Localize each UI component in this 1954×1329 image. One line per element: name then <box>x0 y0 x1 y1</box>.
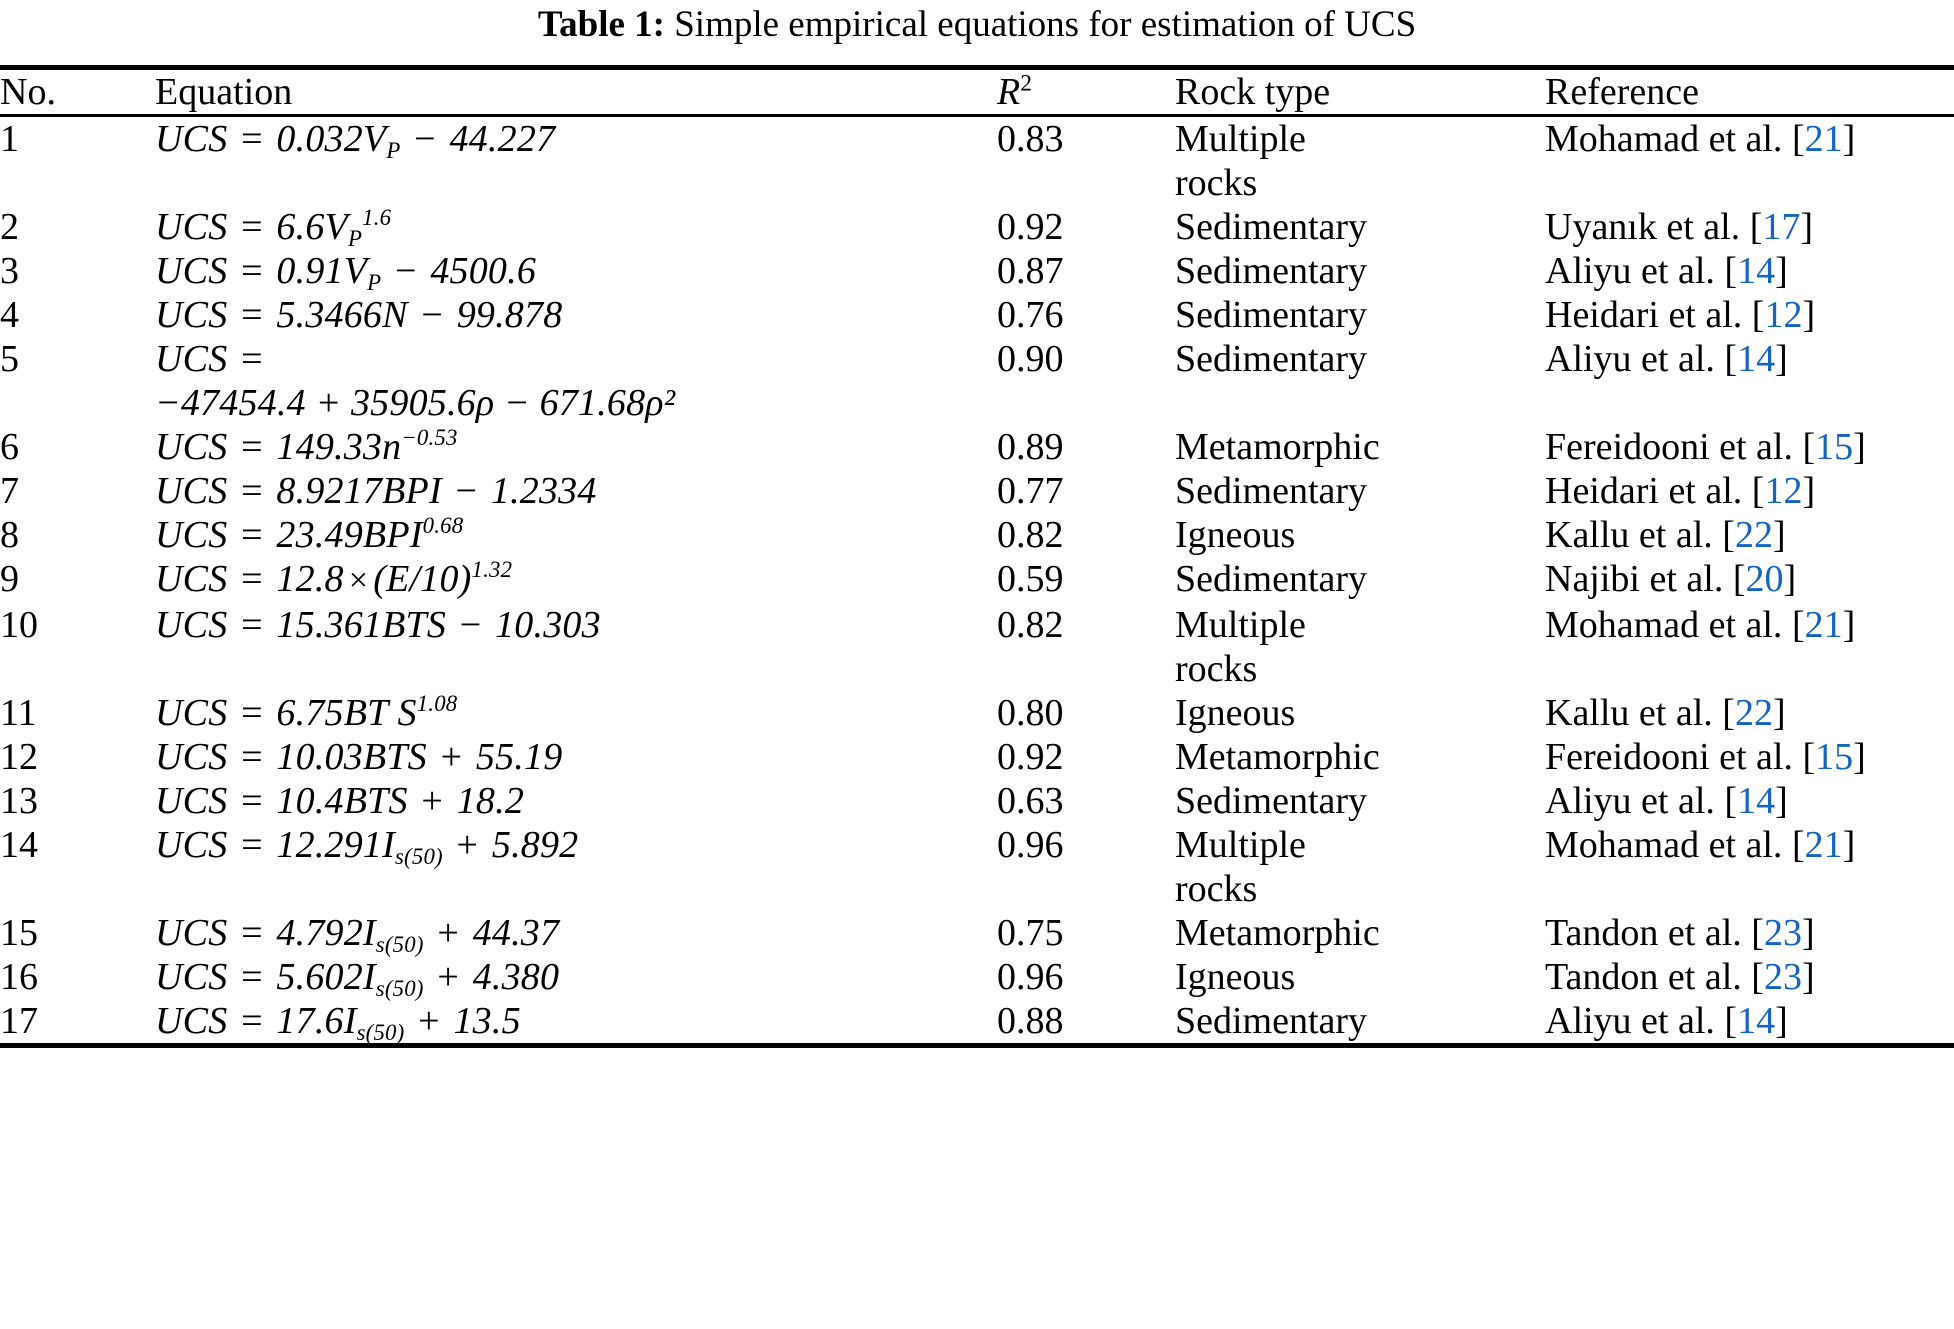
citation-bracket-close: ] <box>1775 250 1788 292</box>
cell-number: 6 <box>0 426 19 468</box>
cell-number: 8 <box>0 514 19 556</box>
citation-bracket-open: [ <box>1749 206 1763 248</box>
cell-reference <box>1545 735 1954 779</box>
cell-r-squared: 0.92 <box>997 206 1064 248</box>
cell-number: 10 <box>0 604 38 646</box>
cell-reference <box>1545 205 1954 249</box>
citation-bracket-open: [ <box>1722 692 1735 734</box>
equation-expression: UCS = 6.75BT $S^{1.08}$ <box>155 690 458 734</box>
rock-type-line-1: Sedimentary <box>1175 780 1368 822</box>
citation-bracket-close: ] <box>1842 824 1856 866</box>
cell-number: 12 <box>0 736 38 778</box>
table-body <box>0 117 1954 1043</box>
table-header <box>0 70 1954 114</box>
citation-bracket-open: [ <box>1724 338 1738 380</box>
table-row <box>0 205 1954 249</box>
reference-author: Aliyu et al. <box>1545 1000 1715 1042</box>
equation-expression: UCS = $17.6I_{s(50)} + 13.5$ <box>155 1000 521 1045</box>
cell-number: 16 <box>0 956 38 998</box>
cell-rock-type <box>1175 205 1545 249</box>
rock-type-line-1: Sedimentary <box>1175 294 1368 336</box>
citation-bracket-close: ] <box>1783 558 1797 600</box>
cell-r-squared: 0.63 <box>997 780 1064 822</box>
cell-reference <box>1545 955 1954 999</box>
citation-bracket-close: ] <box>1842 604 1856 646</box>
rock-type-line-1: Multiple <box>1175 824 1306 866</box>
citation-link[interactable]: 12 <box>1764 294 1803 336</box>
cell-number: 17 <box>0 1000 38 1042</box>
cell-reference <box>1545 557 1954 603</box>
reference-author: Kallu et al. <box>1545 692 1713 734</box>
citation-link[interactable]: 21 <box>1804 824 1843 866</box>
cell-rock-type <box>1175 249 1545 293</box>
header-row <box>0 70 1954 114</box>
citation-link[interactable]: 12 <box>1764 470 1803 512</box>
cell-rock-type <box>1175 513 1545 557</box>
citation-link[interactable]: 20 <box>1745 558 1784 600</box>
rock-type-line-1: Sedimentary <box>1175 206 1368 248</box>
cell-equation <box>155 117 995 205</box>
equation-expression: UCS = 15.361BTS − 10.303 <box>155 604 601 646</box>
equation-expression: UCS = $6.6V_P^{1.6}$ <box>155 204 392 251</box>
cell-reference <box>1545 425 1954 469</box>
reference-author: Tandon et al. <box>1545 912 1742 954</box>
citation-bracket-open: [ <box>1724 1000 1738 1042</box>
citation-link[interactable]: 17 <box>1762 206 1801 248</box>
cell-equation <box>155 955 995 999</box>
citation-link[interactable]: 15 <box>1815 736 1854 778</box>
cell-number: 5 <box>0 338 19 380</box>
rock-type-line-1: Metamorphic <box>1175 912 1380 954</box>
citation-link[interactable]: 14 <box>1737 780 1776 822</box>
citation-bracket-close: ] <box>1853 426 1866 468</box>
equation-expression: UCS = 10.03BTS + 55.19 <box>155 736 563 778</box>
table-row <box>0 955 1954 999</box>
cell-equation <box>155 337 995 425</box>
equation-expression: UCS = $12.8 \times (E/10)^{1.32}$ <box>155 556 513 600</box>
citation-link[interactable]: 14 <box>1737 1000 1776 1042</box>
rock-type-line-1: Igneous <box>1175 956 1296 998</box>
cell-r-squared: 0.82 <box>997 604 1064 646</box>
cell-reference <box>1545 999 1954 1043</box>
citation-bracket-open: [ <box>1751 294 1765 336</box>
equation-expression: UCS = $0.032V_P - 44.227$ <box>155 118 556 163</box>
equation-expression: UCS = 10.4BTS + 18.2 <box>155 780 525 822</box>
cell-number: 13 <box>0 780 38 822</box>
cell-rock-type <box>1175 337 1545 425</box>
cell-equation <box>155 735 995 779</box>
rock-type-line-1: Sedimentary <box>1175 470 1368 512</box>
table-row <box>0 999 1954 1043</box>
cell-number: 2 <box>0 206 19 248</box>
cell-r-squared: 0.96 <box>997 956 1064 998</box>
cell-r-squared: 0.92 <box>997 736 1064 778</box>
reference-author: Kallu et al. <box>1545 514 1713 556</box>
citation-link[interactable]: 21 <box>1804 118 1843 160</box>
citation-bracket-close: ] <box>1775 1000 1788 1042</box>
cell-reference <box>1545 249 1954 293</box>
citation-link[interactable]: 22 <box>1734 692 1773 734</box>
cell-equation <box>155 779 995 823</box>
cell-equation <box>155 557 995 603</box>
cell-reference <box>1545 337 1954 425</box>
rock-type-line-1: Metamorphic <box>1175 426 1380 468</box>
cell-rock-type <box>1175 823 1545 911</box>
citation-bracket-open: [ <box>1791 118 1805 160</box>
column-header-r-squared <box>995 70 1175 114</box>
cell-r-squared: 0.82 <box>997 514 1064 556</box>
equation-expression: UCS = $23.49BPI^{0.68}$ <box>155 512 464 556</box>
citation-bracket-close: ] <box>1800 206 1814 248</box>
rock-type-line-1: Multiple <box>1175 604 1306 646</box>
citation-bracket-close: ] <box>1801 912 1815 954</box>
rock-type-line-1: Sedimentary <box>1175 250 1368 292</box>
cell-rock-type <box>1175 955 1545 999</box>
citation-bracket-close: ] <box>1772 514 1786 556</box>
citation-bracket-open: [ <box>1722 514 1735 556</box>
cell-reference <box>1545 779 1954 823</box>
table-row <box>0 557 1954 603</box>
cell-equation <box>155 249 995 293</box>
rock-type-line-2: rocks <box>1175 648 1258 690</box>
table-row <box>0 293 1954 337</box>
cell-equation <box>155 999 995 1043</box>
citation-bracket-open: [ <box>1724 250 1738 292</box>
cell-equation <box>155 691 995 735</box>
citation-link[interactable]: 22 <box>1734 514 1773 556</box>
table-row <box>0 513 1954 557</box>
cell-reference <box>1545 513 1954 557</box>
equation-expression: UCS = 8.9217BPI − 1.2334 <box>155 470 597 512</box>
cell-number: 1 <box>0 118 19 160</box>
reference-author: Tandon et al. <box>1545 956 1742 998</box>
citation-bracket-close: ] <box>1775 780 1788 822</box>
equation-expression: UCS = 5.3466N − 99.878 <box>155 294 563 336</box>
cell-rock-type <box>1175 779 1545 823</box>
citation-bracket-close: ] <box>1802 294 1816 336</box>
table-row <box>0 823 1954 911</box>
column-header-reference: Reference <box>1545 71 1699 113</box>
cell-reference <box>1545 603 1954 691</box>
table-row <box>0 469 1954 513</box>
citation-link[interactable]: 23 <box>1763 956 1802 998</box>
cell-rock-type <box>1175 469 1545 513</box>
reference-author: Aliyu et al. <box>1545 338 1715 380</box>
cell-reference <box>1545 911 1954 955</box>
equation-expression: UCS = −47454.4 + 35905.6ρ − 671.68ρ² <box>155 338 995 425</box>
equation-expression: UCS = $12.291I_{s(50)} + 5.892$ <box>155 824 579 869</box>
citation-bracket-open: [ <box>1732 558 1746 600</box>
table-row <box>0 603 1954 691</box>
reference-author: Mohamad et al. <box>1545 824 1783 866</box>
cell-rock-type <box>1175 293 1545 337</box>
citation-link[interactable]: 14 <box>1737 250 1776 292</box>
equation-expression: UCS = $4.792I_{s(50)} + 44.37$ <box>155 912 560 957</box>
cell-r-squared: 0.75 <box>997 912 1064 954</box>
equation-expression: UCS = $149.33n^{-0.53}$ <box>155 424 458 468</box>
cell-reference <box>1545 293 1954 337</box>
citation-bracket-close: ] <box>1853 736 1866 778</box>
cell-rock-type <box>1175 691 1545 735</box>
reference-author: Heidari et al. <box>1545 294 1743 336</box>
reference-author: Heidari et al. <box>1545 470 1743 512</box>
equation-expression: UCS = $0.91V_P - 4500.6$ <box>155 250 537 295</box>
cell-r-squared: 0.76 <box>997 294 1064 336</box>
citation-bracket-open: [ <box>1751 956 1764 998</box>
table-row <box>0 337 1954 425</box>
cell-rock-type <box>1175 557 1545 603</box>
table-caption <box>0 0 1954 48</box>
cell-r-squared: 0.89 <box>997 426 1064 468</box>
cell-number: 3 <box>0 250 19 292</box>
table-row <box>0 425 1954 469</box>
cell-rock-type <box>1175 603 1545 691</box>
cell-r-squared: 0.87 <box>997 250 1064 292</box>
cell-number: 4 <box>0 294 19 336</box>
table-row <box>0 735 1954 779</box>
rock-type-line-1: Sedimentary <box>1175 1000 1368 1042</box>
column-header-no: No. <box>0 71 56 113</box>
cell-equation <box>155 513 995 557</box>
cell-r-squared: 0.59 <box>997 558 1064 600</box>
ucs-equations-body-table <box>0 117 1954 1043</box>
citation-bracket-close: ] <box>1801 956 1815 998</box>
reference-author: Fereidooni et al. <box>1545 426 1793 468</box>
cell-number: 9 <box>0 558 19 600</box>
citation-link[interactable]: 21 <box>1804 604 1843 646</box>
citation-bracket-close: ] <box>1772 692 1786 734</box>
cell-rock-type <box>1175 117 1545 205</box>
table-row <box>0 691 1954 735</box>
cell-equation <box>155 911 995 955</box>
cell-rock-type <box>1175 999 1545 1043</box>
citation-bracket-open: [ <box>1724 780 1738 822</box>
citation-link[interactable]: 23 <box>1763 912 1802 954</box>
table-row <box>0 117 1954 205</box>
rock-type-line-2: rocks <box>1175 162 1258 204</box>
rock-type-line-1: Sedimentary <box>1175 558 1368 600</box>
cell-number: 15 <box>0 912 38 954</box>
table-row <box>0 911 1954 955</box>
citation-bracket-open: [ <box>1791 604 1805 646</box>
caption-text: Simple empirical equations for estimation of UCS <box>674 4 1417 45</box>
table-row <box>0 249 1954 293</box>
ucs-equations-table <box>0 70 1954 114</box>
cell-equation <box>155 293 995 337</box>
cell-equation <box>155 425 995 469</box>
cell-r-squared: 0.90 <box>997 338 1064 380</box>
column-header-rock-type: Rock type <box>1175 71 1331 113</box>
citation-bracket-open: [ <box>1751 912 1764 954</box>
rock-type-line-2: rocks <box>1175 868 1258 910</box>
cell-reference <box>1545 691 1954 735</box>
cell-number: 11 <box>0 692 37 734</box>
cell-equation <box>155 603 995 691</box>
reference-author: Najibi et al. <box>1545 558 1724 600</box>
cell-rock-type <box>1175 911 1545 955</box>
citation-link[interactable]: 15 <box>1815 426 1854 468</box>
reference-author: Mohamad et al. <box>1545 118 1783 160</box>
table-row <box>0 779 1954 823</box>
rock-type-line-1: Sedimentary <box>1175 338 1368 380</box>
cell-number: 7 <box>0 470 19 512</box>
reference-author: Aliyu et al. <box>1545 250 1715 292</box>
cell-r-squared: 0.96 <box>997 824 1064 866</box>
cell-r-squared: 0.77 <box>997 470 1064 512</box>
rock-type-line-1: Metamorphic <box>1175 736 1380 778</box>
reference-author: Aliyu et al. <box>1545 780 1715 822</box>
reference-author: Mohamad et al. <box>1545 604 1783 646</box>
cell-rock-type <box>1175 735 1545 779</box>
cell-equation <box>155 205 995 249</box>
cell-equation <box>155 823 995 911</box>
reference-author: Uyanık et al. <box>1545 206 1741 248</box>
column-header-equation: Equation <box>155 71 293 113</box>
citation-bracket-close: ] <box>1775 338 1788 380</box>
citation-bracket-open: [ <box>1802 736 1816 778</box>
r-squared-exponent: 2 <box>1020 70 1032 97</box>
citation-bracket-open: [ <box>1751 470 1765 512</box>
cell-equation <box>155 469 995 513</box>
equation-expression: UCS = $5.602I_{s(50)} + 4.380$ <box>155 956 560 1001</box>
rock-type-line-1: Igneous <box>1175 692 1296 734</box>
cell-rock-type <box>1175 425 1545 469</box>
table-bottom-rule <box>0 1043 1954 1048</box>
rock-type-line-1: Igneous <box>1175 514 1296 556</box>
r-squared-base: R <box>997 71 1021 113</box>
cell-r-squared: 0.88 <box>997 1000 1064 1042</box>
citation-bracket-open: [ <box>1802 426 1816 468</box>
citation-bracket-open: [ <box>1791 824 1805 866</box>
cell-r-squared: 0.83 <box>997 118 1064 160</box>
cell-reference <box>1545 469 1954 513</box>
cell-number: 14 <box>0 824 38 866</box>
caption-label: Table 1: <box>537 4 665 45</box>
cell-reference <box>1545 823 1954 911</box>
cell-r-squared: 0.80 <box>997 692 1064 734</box>
reference-author: Fereidooni et al. <box>1545 736 1793 778</box>
citation-link[interactable]: 14 <box>1737 338 1776 380</box>
equation-second-line: −47454.4 + 35905.6ρ − 671.68ρ² <box>155 382 676 424</box>
rock-type-line-1: Multiple <box>1175 118 1306 160</box>
citation-bracket-close: ] <box>1802 470 1816 512</box>
citation-bracket-close: ] <box>1842 118 1856 160</box>
cell-reference <box>1545 117 1954 205</box>
